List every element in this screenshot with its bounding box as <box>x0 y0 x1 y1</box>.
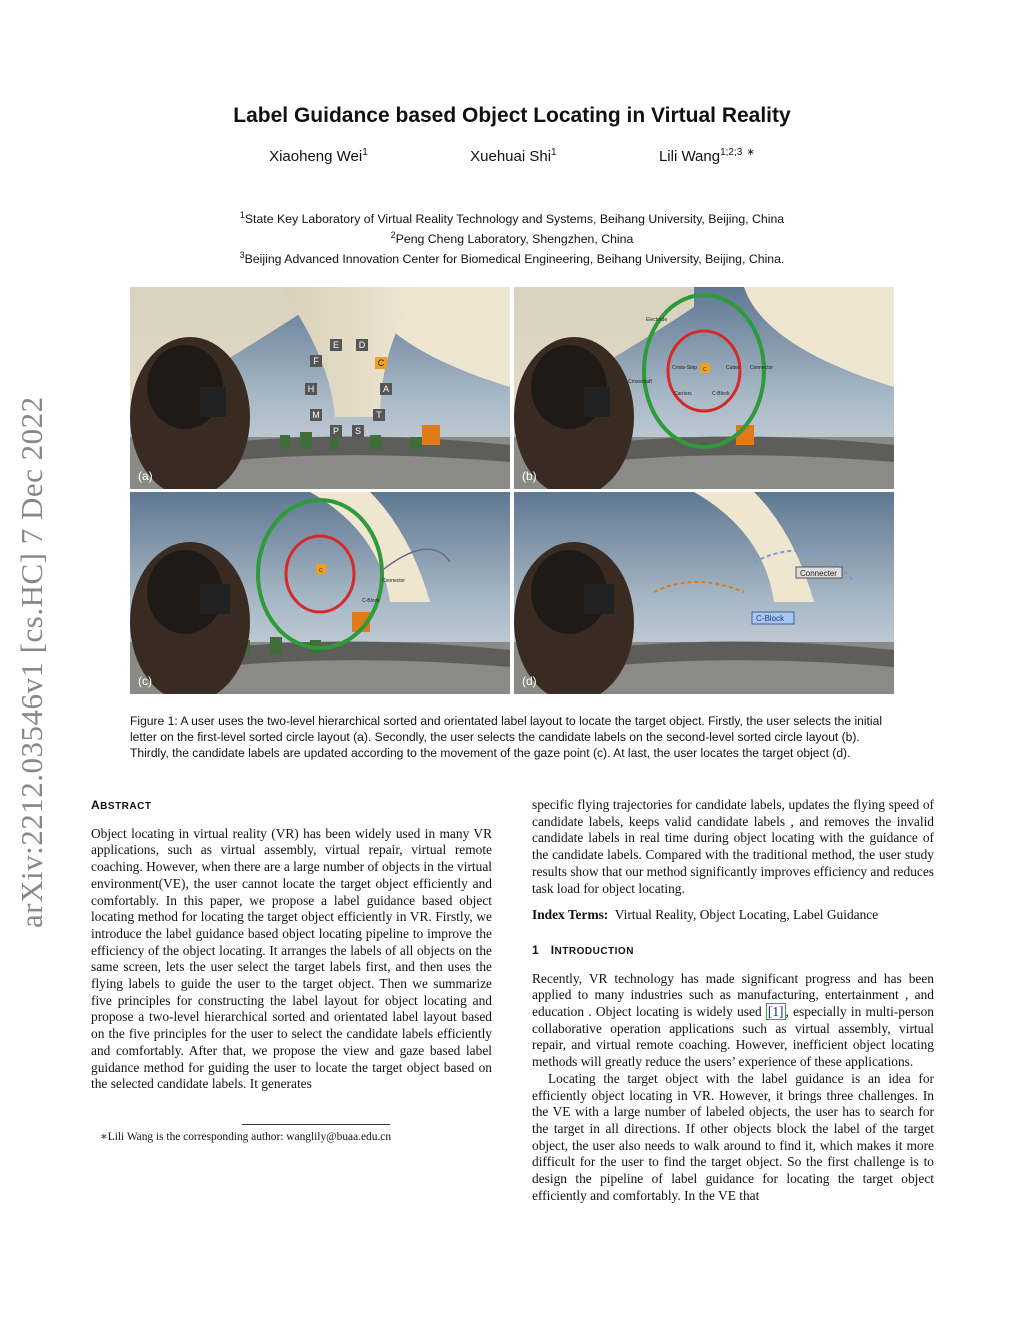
affiliations <box>0 207 1024 267</box>
right-column <box>532 797 934 1204</box>
letter-tag[interactable]: S <box>354 426 362 436</box>
label-tag[interactable]: C <box>703 367 707 373</box>
label-tag[interactable]: Cutter <box>726 365 740 371</box>
index-terms: Index Terms: Virtual Reality, Object Locating, Label Guidance <box>532 907 879 923</box>
left-column <box>91 797 492 1093</box>
panel-d <box>514 492 894 694</box>
label-tag[interactable]: Connector <box>382 578 406 584</box>
abstract-text: Object locating in virtual reality (VR) has been widely used in many VR applications, such as virtual assembly, virtual repair, virtual remote coaching. However, when there are a large number of objects in the virtual environment(VE), the user cannot locate the target object efficiently and comfortably. In this paper, we propose a label guidance based object locating method for locating the target object efficiently in VR. Firstly, we introduce the label guidance based object locating pipeline to improve the efficiency of the object locating. It arranges the labels of all objects on the same screen, lets the user select the target labels first, and then uses the flying labels to guide the user to the target object. Then we summarize five principles for constructing the label layout for object locating and propose a two-level hierarchical sorted and orientated label layout based on the five principles for the user to select the candidate labels efficiently and comfortably. After that, we propose the view and gaze based label guidance method for guiding the user to locate the target object based on the selected candidate labels. It generates <box>91 825 492 1092</box>
label-tag[interactable]: C-Block <box>756 614 785 623</box>
panel-a <box>130 287 510 489</box>
author-2: Xuehuai Shi$^1$ <box>470 147 557 165</box>
paper-title: Label Guidance based Object Locating in Virtual Reality <box>233 104 791 127</box>
intro-paragraph-1: Recently, VR technology has made significant progress and has been applied to many industries such as manufacturing, entertainment , and education . Object locating is widely used [1] , especially in multi-person collaborative operation applications such as virtual assembly, virtual repair, and virtual remote coaching. However, inefficient object locating methods will greatly reduce the users’ experience of these applications. <box>532 970 934 1070</box>
intro-heading: 1 INTRODUCTION <box>532 942 634 957</box>
letter-tag[interactable]: F <box>313 356 319 366</box>
panel-label: (a) <box>138 469 153 483</box>
arxiv-stamp: arXiv:2212.03546v1 [cs.HC] 7 Dec 2022 <box>14 396 49 928</box>
footnote: ∗Lili Wang is the corresponding author: wanglily@buaa.edu.cn <box>100 1131 392 1143</box>
figure-1 <box>130 287 894 694</box>
figure-caption: Figure 1: A user uses the two-level hierarchical sorted and orientated label layout to locate the target object. Firstly, the user selects the initial letter on the first-level sorted circle layout (a). Secondly, the user selects the candidate labels on the second-level sorted circle layout (b). Thirdly, the candidate labels are updated according to the movement of the gaze point (c). At last, the user locates the target object (d). <box>130 714 883 760</box>
panel-label: (c) <box>138 674 152 688</box>
label-tag[interactable]: Carriers <box>674 391 692 397</box>
affiliation-1: $^1$State Key Laboratory of Virtual Reality Technology and Systems, Beihang University, Beijing, China <box>239 210 785 227</box>
letter-tag[interactable]: A <box>382 384 390 394</box>
letter-tag[interactable]: E <box>332 340 340 350</box>
label-tag[interactable]: Electrode <box>646 317 668 323</box>
panel-label: (b) <box>522 469 537 483</box>
letter-tag[interactable]: T <box>376 410 382 420</box>
label-tag[interactable]: Cross-Strip <box>672 365 698 371</box>
letter-tag[interactable]: H <box>307 384 315 394</box>
letter-tag[interactable]: M <box>312 410 320 420</box>
label-tag[interactable]: Crossshaft <box>628 379 652 385</box>
letter-tag[interactable]: P <box>332 426 340 436</box>
affiliation-3: $^3$Beijing Advanced Innovation Center for Biomedical Engineering, Beihang University, Beijing, China. <box>239 250 785 267</box>
footnote-rule <box>242 1124 390 1125</box>
author-list <box>0 147 1024 165</box>
affiliation-2: $^2$Peng Cheng Laboratory, Shengzhen, China <box>390 230 634 247</box>
intro-paragraph-2: Locating the target object with the label guidance is an idea for efficiently object locating in VR. However, it brings three challenges. In the VE with a large number of labeled objects, the user has to search for the target in all directions. If other objects block the label of the target object, the user also needs to walk around to find it, which makes it more difficult for the user to find the target object. So the first challenge is to design the pipeline of label guidance for locating the target object efficiently and comfortably. In the VE that <box>532 1070 934 1203</box>
author-1: Xiaoheng Wei$^1$ <box>269 147 368 165</box>
citation-link[interactable]: [1] <box>767 1004 784 1020</box>
label-tag[interactable]: Connector <box>750 365 774 371</box>
panel-b <box>514 287 894 489</box>
abstract-heading: ABSTRACT <box>91 798 152 812</box>
panel-c <box>130 492 510 694</box>
label-tag[interactable]: C-Block <box>712 391 730 397</box>
author-3: Lili Wang$^{1;2;3}$ ∗ <box>658 147 755 165</box>
abstract-continued: specific flying trajectories for candidate labels, updates the flying speed of candidate labels, keeps valid candidate labels , and removes the invalid candidate labels in real time during object locating with the guidance of the candidate labels. Compared with the traditional method, the user study results show that our method significantly improves efficiency and reduces task load for object locating. <box>532 797 934 896</box>
panel-label: (d) <box>522 674 537 688</box>
label-tag[interactable]: Connecter <box>800 569 837 578</box>
label-tag[interactable]: C <box>319 568 323 574</box>
letter-tag[interactable]: C <box>377 358 385 368</box>
letter-tag[interactable]: D <box>358 340 366 350</box>
label-tag[interactable]: C-Block <box>362 598 380 604</box>
